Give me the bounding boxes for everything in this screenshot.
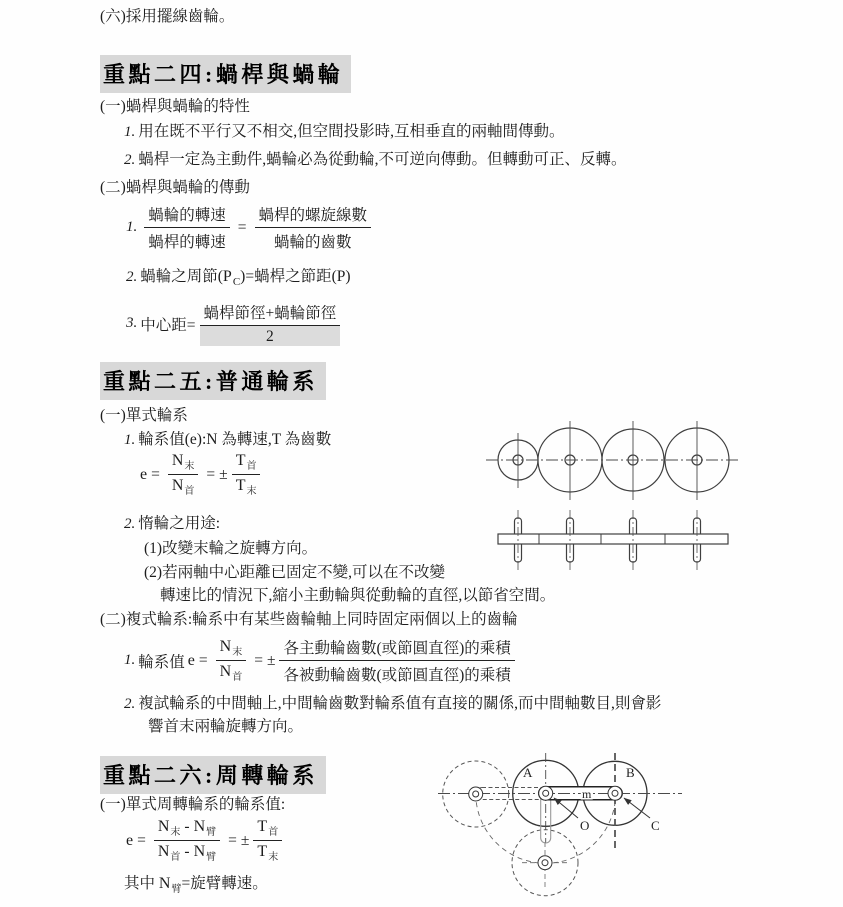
s25-part2-title: (二)複式輪系:輪系中有某些齒輪軸上同時固定兩個以上的齒輪 [100, 611, 518, 628]
item-number: 1. [124, 432, 136, 448]
fraction [154, 818, 220, 863]
variable-T: T [257, 843, 268, 860]
label-A: A [523, 765, 533, 780]
item-number: 3. [126, 315, 138, 331]
formula-text: 中心距= [140, 316, 196, 334]
variable-e: e [140, 465, 148, 483]
simple-gear-train-diagram [478, 410, 778, 605]
leader-arrow-O [554, 798, 578, 818]
gear-bar [498, 534, 728, 544]
section24-heading: 重點二四:蝸桿與蝸輪 [100, 55, 351, 93]
formula-text: 輪系值 [138, 653, 185, 671]
variable-P: P [222, 268, 232, 285]
s24-part2-title: (二)蝸桿與蝸輪的傳動 [100, 179, 250, 196]
epicyclic-gear-train-diagram [430, 750, 700, 905]
numerator: 各主動輪齒數(或節圓直徑)的乘積 [279, 636, 514, 661]
plus-minus-sign: ± [219, 465, 228, 483]
formula-epicyclic-train-value [126, 818, 286, 863]
equals-sign: = [198, 651, 208, 669]
variable-N: N [171, 452, 184, 469]
denominator: 各被動輪齒數(或節圓直徑)的乘積 [283, 667, 511, 684]
label-C: C [651, 818, 660, 833]
fraction [253, 818, 282, 863]
subscript-first: 首 [170, 852, 181, 863]
subscript-arm: 臂 [206, 852, 217, 863]
item-number: 2. [124, 696, 136, 712]
label-m: m [582, 787, 592, 801]
s26-part1-title: (一)單式周轉輪系的輪系值: [100, 796, 286, 813]
denominator: 蝸桿的轉速 [148, 234, 226, 251]
item-text: 惰輪之用途: [138, 515, 221, 532]
s26-note [124, 873, 268, 897]
minus-sign: - [184, 843, 190, 860]
fraction [232, 452, 261, 497]
label-B: B [626, 765, 635, 780]
subscript: C [232, 276, 241, 288]
s24-item2 [124, 150, 627, 171]
s25-part1-title: (一)單式輪系 [100, 407, 188, 424]
s25-item2 [124, 514, 220, 535]
formula-text: )=蝸桿之節距(P) [240, 268, 351, 285]
s24-item1 [124, 122, 565, 143]
s25-item3-line1 [124, 694, 661, 715]
variable-T: T [235, 477, 246, 494]
formula-train-value-simple [140, 452, 264, 497]
minus-sign: - [184, 818, 190, 835]
subscript-last: 末 [246, 486, 257, 497]
equals-sign: = [151, 465, 160, 483]
equals-sign: = [237, 218, 247, 236]
subscript-last: 末 [184, 461, 195, 472]
s25-item2-sub2-line1: (2)若兩軸中心距離已固定不變,可以在不改變 [144, 564, 445, 581]
note-text: =旋臂轉速。 [181, 875, 268, 892]
variable-N: N [158, 875, 171, 892]
denominator: 蝸輪的齒數 [274, 234, 352, 251]
equals-sign: = [254, 651, 263, 669]
equals-sign: = [137, 831, 146, 849]
formula-text: 蝸輪之周節( [140, 268, 223, 285]
variable-e: e [126, 831, 134, 849]
plus-minus-sign: ± [240, 831, 250, 849]
intro-line: (六)採用擺線齒輪。 [100, 8, 235, 25]
label-O: O [580, 818, 590, 833]
fraction [255, 203, 372, 252]
item-text: 輪系值(e):N 為轉速,T 為齒數 [138, 431, 332, 448]
variable-N: N [157, 843, 170, 860]
variable-N: N [219, 663, 232, 680]
note-text: 其中 [124, 875, 159, 892]
formula-train-value-compound [124, 636, 519, 685]
fraction [168, 452, 199, 497]
s25-item2-sub1: (1)改變末輪之旋轉方向。 [144, 540, 318, 557]
denominator: 2 [200, 326, 341, 346]
formula-worm-speed-ratio [126, 203, 375, 252]
numerator: 蝸桿節徑+蝸輪節徑 [200, 301, 341, 326]
variable-N: N [157, 818, 170, 835]
subscript-first: 首 [232, 672, 243, 683]
subscript-first: 首 [184, 486, 195, 497]
s25-item3-line2: 響首末兩輪旋轉方向。 [148, 718, 304, 735]
subscript-first: 首 [268, 827, 279, 838]
subscript-arm: 臂 [206, 827, 217, 838]
equals-sign: = [228, 831, 237, 849]
item-number: 1. [124, 124, 136, 140]
numerator: 蝸輪的轉速 [144, 203, 230, 228]
item-number: 2. [124, 516, 136, 532]
subscript-arm: 臂 [171, 884, 182, 895]
item-number: 2. [126, 269, 138, 285]
section25-heading: 重點二五:普通輪系 [100, 362, 326, 400]
fraction [144, 203, 230, 252]
variable-e: e [187, 651, 195, 669]
numerator: 蝸桿的螺旋線數 [255, 203, 372, 228]
subscript-last: 末 [170, 827, 181, 838]
equals-sign: = [206, 465, 216, 483]
plus-minus-sign: ± [266, 651, 276, 669]
s25-item1 [124, 430, 331, 451]
subscript-first: 首 [246, 461, 257, 472]
variable-N: N [193, 818, 206, 835]
s25-item2-sub2-line2: 轉速比的情況下,縮小主動輪與從動輪的直徑,以節省空間。 [160, 587, 556, 604]
section26-heading: 重點二六:周轉輪系 [100, 756, 326, 794]
variable-N: N [219, 638, 232, 655]
subscript-last: 末 [232, 647, 243, 658]
gear-shafts-side-view [498, 510, 728, 570]
fraction [216, 638, 247, 683]
item-text: 蝸桿一定為主動件,蝸輪必為從動輪,不可逆向傳動。但轉動可正、反轉。 [138, 151, 627, 168]
variable-N: N [193, 843, 206, 860]
item-number: 1. [126, 219, 138, 235]
item-text: 用在既不平行又不相交,但空間投影時,互相垂直的兩軸間傳動。 [138, 123, 565, 140]
s24-part1-title: (一)蝸桿與蝸輪的特性 [100, 98, 250, 115]
fraction [200, 301, 341, 346]
item-text: 複試輪系的中間軸上,中間輪齒數對輪系值有直接的關係,而中間軸數目,則會影 [138, 695, 662, 712]
variable-T: T [257, 818, 268, 835]
formula-circular-pitch [126, 266, 351, 290]
subscript-last: 末 [268, 852, 279, 863]
item-number: 1. [124, 652, 136, 668]
variable-N: N [171, 477, 184, 494]
formula-center-distance [126, 301, 344, 346]
fraction [279, 636, 514, 685]
item-number: 2. [124, 152, 136, 168]
variable-T: T [235, 452, 246, 469]
